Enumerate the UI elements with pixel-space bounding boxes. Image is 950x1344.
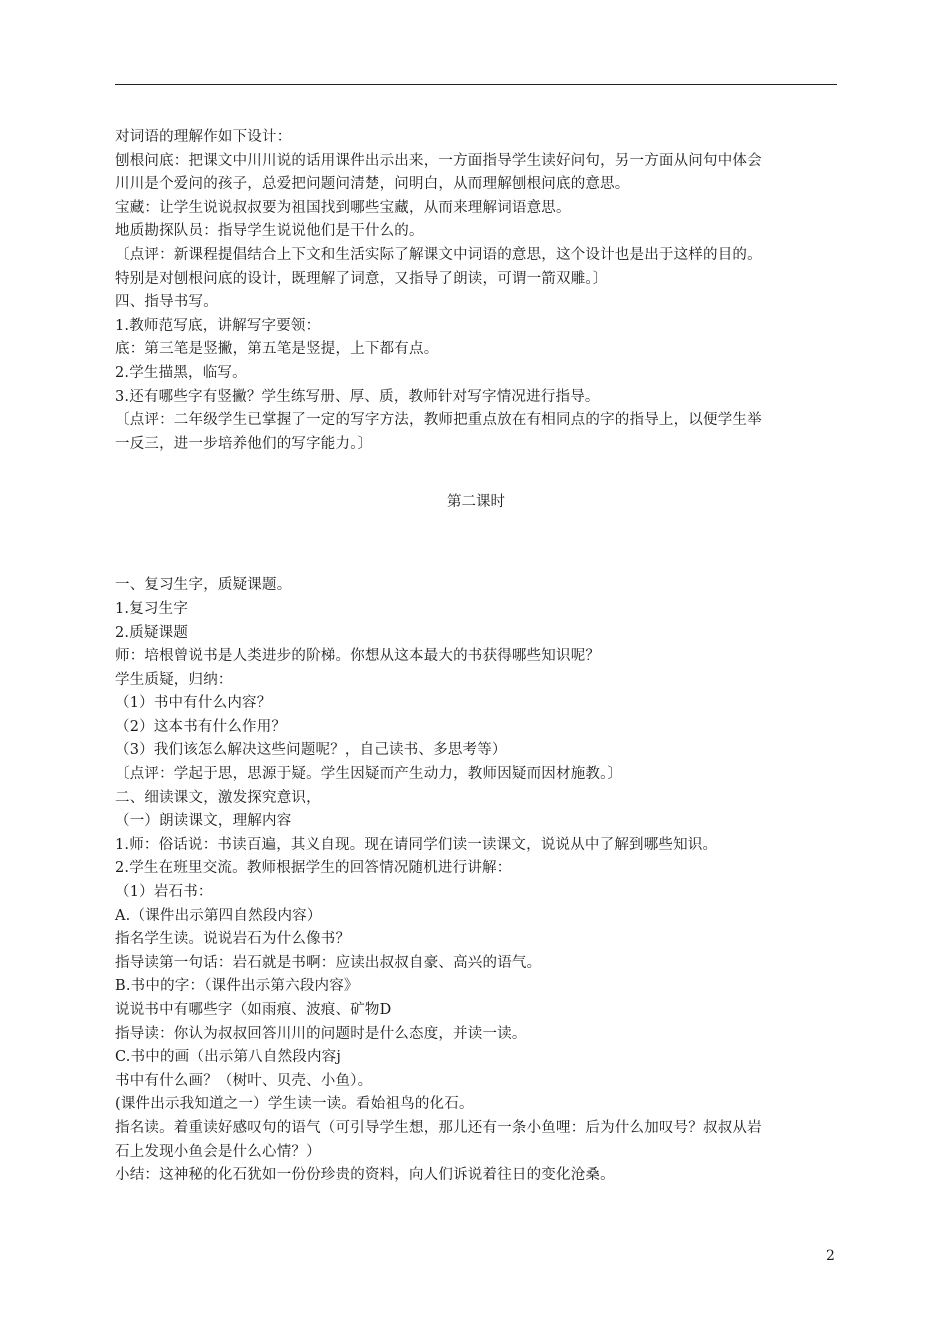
text-line: （1）岩石书： (115, 884, 213, 901)
document-body (115, 126, 840, 1188)
text-line: 四、指导书写。 (115, 294, 218, 311)
text-line: 特别是对刨根问底的设计，既理解了词意，又指导了朗读，可谓一箭双雕。〕 (115, 270, 608, 287)
text-line: （3）我们该怎么解决这些问题呢？，自己读书、多思考等） (115, 742, 507, 759)
text-line: 〔点评：二年级学生已掌握了一定的写字方法，教师把重点放在有相同点的字的指导上，以便学生举 (115, 412, 762, 429)
section-vocabulary-and-writing (115, 126, 840, 456)
text-line: （一）朗读课文，理解内容 (115, 813, 292, 830)
text-line: 石上发现小鱼会是什么心情？） (115, 1143, 321, 1160)
lesson-title: 第二课时 (447, 494, 505, 511)
text-line: 一、复习生字，质疑课题。 (115, 577, 292, 594)
text-line: 1.师：俗话说：书读百遍，其义自现。现在请同学们读一读课文，说说从中了解到哪些知识。 (115, 836, 718, 853)
text-line: 2.学生在班里交流。教师根据学生的回答情况随机进行讲解： (115, 860, 512, 877)
header-rule (115, 84, 837, 85)
text-line: 说说书中有哪些字（如雨痕、波痕、矿物D (115, 1002, 392, 1018)
text-line: 指导读：你认为叔叔回答川川的问题时是什么态度，并读一读。 (115, 1025, 527, 1042)
text-line: (课件出示我知道之一）学生读一读。看始祖鸟的化石。 (115, 1096, 474, 1113)
text-line: 1.教师范写底，讲解写字要领： (115, 317, 321, 334)
text-line: 指名读。着重读好感叹句的语气（可引导学生想，那儿还有一条小鱼哩：后为什么加叹号？叔叔从岩 (115, 1119, 762, 1136)
text-line: 宝藏：让学生说说叔叔要为祖国找到哪些宝藏，从而来理解词语意思。 (115, 199, 571, 216)
text-line: （1）书中有什么内容？ (115, 695, 272, 712)
page-number: 2 (826, 1248, 835, 1264)
text-line: C.书中的画（出示第八自然段内容j (115, 1049, 342, 1066)
text-line: A.（课件出示第四自然段内容） (115, 907, 322, 924)
text-line: 对词语的理解作如下设计： (115, 129, 292, 145)
text-line: 二、细读课文，激发探究意识， (115, 789, 321, 806)
text-line: 书中有什么画？（树叶、贝壳、小鱼）。 (115, 1072, 373, 1089)
text-line: 2.质疑课题 (115, 624, 189, 641)
text-line: 1.复习生字 (115, 600, 189, 617)
text-line: 川川是个爱问的孩子，总爱把问题问清楚，问明白，从而理解刨根问底的意思。 (115, 176, 630, 193)
text-line: 一反三，进一步培养他们的写字能力。〕 (115, 435, 373, 452)
text-line: 底：第三笔是竖撇，第五笔是竖提，上下都有点。 (115, 341, 439, 358)
text-line: 指导读第一句话：岩石就是书啊：应读出叔叔自豪、高兴的语气。 (115, 954, 542, 971)
section-second-lesson (115, 574, 840, 1187)
text-line: 地质勘探队员：指导学生说说他们是干什么的。 (115, 223, 424, 240)
text-line: 师：培根曾说书是人类进步的阶梯。你想从这本最大的书获得哪些知识呢？ (115, 648, 601, 665)
text-line: 3.还有哪些字有竖撇？学生练写册、厚、质，教师针对写字情况进行指导。 (115, 388, 600, 405)
text-line: （2）这本书有什么作用？ (115, 718, 287, 735)
text-line: 〔点评：学起于思，思源于疑。学生因疑而产生动力，教师因疑而因材施教。〕 (115, 766, 623, 783)
text-line: 指名学生读。说说岩石为什么像书？ (115, 931, 351, 948)
text-line: 〔点评：新课程提倡结合上下文和生活实际了解课文中词语的意思，这个设计也是出于这样的目的。 (115, 246, 762, 263)
text-line: 2.学生描黑，临写。 (115, 364, 247, 381)
text-line: B.书中的字：（课件出示第六段内容》 (115, 978, 359, 995)
text-line: 刨根问底：把课文中川川说的话用课件出示出来，一方面指导学生读好问句，另一方面从问句中体会 (115, 152, 762, 169)
text-line: 小结：这神秘的化石犹如一份份珍贵的资料，向人们诉说着往日的变化沧桑。 (115, 1167, 615, 1184)
text-line: 学生质疑，归纳： (115, 671, 233, 688)
